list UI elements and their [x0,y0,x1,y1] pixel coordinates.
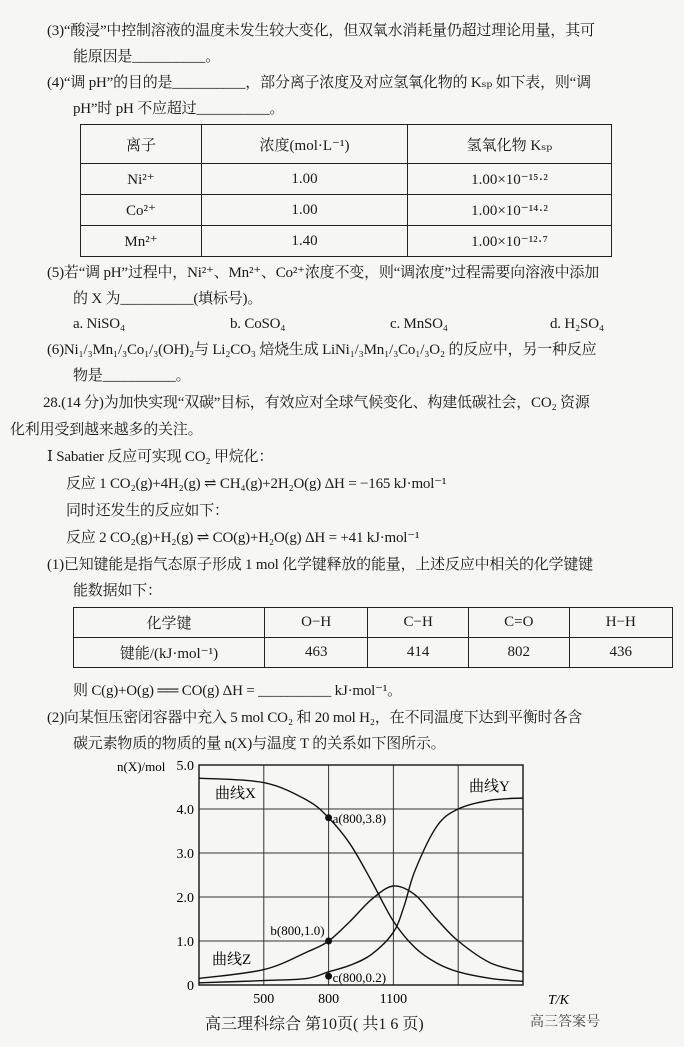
cell: 1.00×10⁻¹²·⁷ [408,226,612,257]
cell: 1.40 [202,226,408,257]
data-point-label: a(800,3.8) [332,810,387,826]
q28-sub1-ask: 则 C(g)+O(g) ══ CO(g) ΔH = __________ kJ·mol⁻¹。 [73,683,402,699]
q5-line2: 的 X 为__________(填标号)。 [73,291,263,307]
data-point-label: b(800,1.0) [270,923,325,938]
q6-line2: 物是__________。 [73,368,191,384]
watermark-logo: 高三答案号 [530,1014,600,1030]
y-axis-label: n(X)/mol [117,759,166,774]
cell: 414 [368,638,469,668]
q3-line2: 能原因是__________。 [73,49,221,65]
q28-line1: 28.(14 分)为加快实现“双碳”目标，有效应对全球气候变化、构建低碳社会，CO₂ 资源 [43,395,590,411]
x-tick-label: 1100 [379,992,408,1007]
cell: 1.00×10⁻¹⁵·² [408,164,612,195]
q5-option-b: b. CoSO₄ [230,316,286,332]
cell: 802 [468,638,569,668]
y-tick-label: 5.0 [176,759,194,774]
reaction-2: 反应 2 CO₂(g)+H₂(g) ⇌ CO(g)+H₂O(g) ΔH = +41 kJ·mol⁻¹ [66,530,420,546]
reaction-1: 反应 1 CO₂(g)+4H₂(g) ⇌ CH₄(g)+2H₂O(g) ΔH = −165 kJ·mol⁻¹ [66,476,447,492]
q28-sub2-line1: (2)向某恒压密闭容器中充入 5 mol CO₂ 和 20 mol H₂，在不同温度下达到平衡时各含 [47,710,583,726]
q28-sub1-line1: (1)已知键能是指气态原子形成 1 mol 化学键释放的能量，上述反应中相关的化学键键 [47,557,593,573]
cell: 436 [569,638,672,668]
bond-energy-table [73,607,673,668]
cell: 键能/(kJ·mol⁻¹) [74,638,265,668]
q28-sub1-line2: 能数据如下： [73,583,162,599]
ksp-table [80,124,612,257]
data-point [325,973,332,980]
table-header-row [81,125,612,164]
q28-part1: Ⅰ Sabatier 反应可实现 CO₂ 甲烷化： [47,449,274,465]
cell: Mn²⁺ [81,226,202,257]
table-row [81,195,612,226]
q28-line2: 化利用受到越来越多的关注。 [10,422,203,438]
cell: Ni²⁺ [81,164,202,195]
q28-sub2-line2: 碳元素物质的物质的量 n(X)与温度 T 的关系如下图所示。 [73,736,446,752]
table-row [81,226,612,257]
cell: 1.00×10⁻¹⁴·² [408,195,612,226]
q5-line1: (5)若“调 pH”过程中，Ni²⁺、Mn²⁺、Co²⁺浓度不变，则“调浓度”过程需要向溶液中添加 [47,265,599,281]
q4-line2: pH”时 pH 不应超过__________。 [73,101,285,117]
q5-option-a: a. NiSO₄ [73,316,125,332]
header-hh: H−H [569,608,672,638]
data-point [325,938,332,945]
y-tick-label: 3.0 [176,847,194,862]
q6-line1: (6)Ni₁/₃Mn₁/₃Co₁/₃(OH)₂与 Li₂CO₃ 焙烧生成 LiNi₁/₃Mn₁/₃Co₁/₃O₂ 的反应中，另一种反应 [47,342,597,358]
header-ch: C−H [368,608,469,638]
x-axis-label: T/K [548,993,570,1008]
curve-z-label: 曲线Z [212,952,252,968]
cell: 1.00 [202,195,408,226]
q4-line1: (4)“调 pH”的目的是__________，部分离子浓度及对应氢氧化物的 Kₛₚ 如下表，则“调 [47,75,591,91]
table-header-row [74,608,673,638]
curve-z [199,886,523,978]
y-tick-label: 0 [187,979,194,994]
data-point [325,814,332,821]
cell: 1.00 [202,164,408,195]
curve-y [199,798,523,986]
header-concentration: 浓度(mol·L⁻¹) [202,125,408,164]
header-oh: O−H [265,608,368,638]
page-footer: 高三理科综合 第10页( 共1 6 页) [205,1016,424,1033]
q28-also: 同时还发生的反应如下： [66,503,229,519]
header-bond: 化学键 [74,608,265,638]
x-tick-label: 500 [253,992,275,1007]
cell: Co²⁺ [81,195,202,226]
y-tick-label: 1.0 [176,935,194,950]
y-tick-label: 2.0 [176,891,194,906]
plot-frame [199,765,523,985]
table-row [74,638,673,668]
y-tick-label: 4.0 [176,803,194,818]
header-ksp: 氢氧化物 Kₛₚ [408,125,612,164]
curve-x [199,778,523,981]
q5-option-d: d. H₂SO₄ [550,316,604,332]
curve-x-label: 曲线X [215,786,256,802]
q5-option-c: c. MnSO₄ [390,316,448,332]
table-row [81,164,612,195]
q3-line1: (3)“酸浸”中控制溶液的温度未发生较大变化，但双氧水消耗量仍超过理论用量，其可 [47,23,595,39]
header-co: C=O [468,608,569,638]
data-point-label: c(800,0.2) [332,970,387,986]
cell: 463 [265,638,368,668]
x-tick-label: 800 [318,992,340,1007]
header-ion: 离子 [81,125,202,164]
curve-y-label: 曲线Y [469,779,510,795]
